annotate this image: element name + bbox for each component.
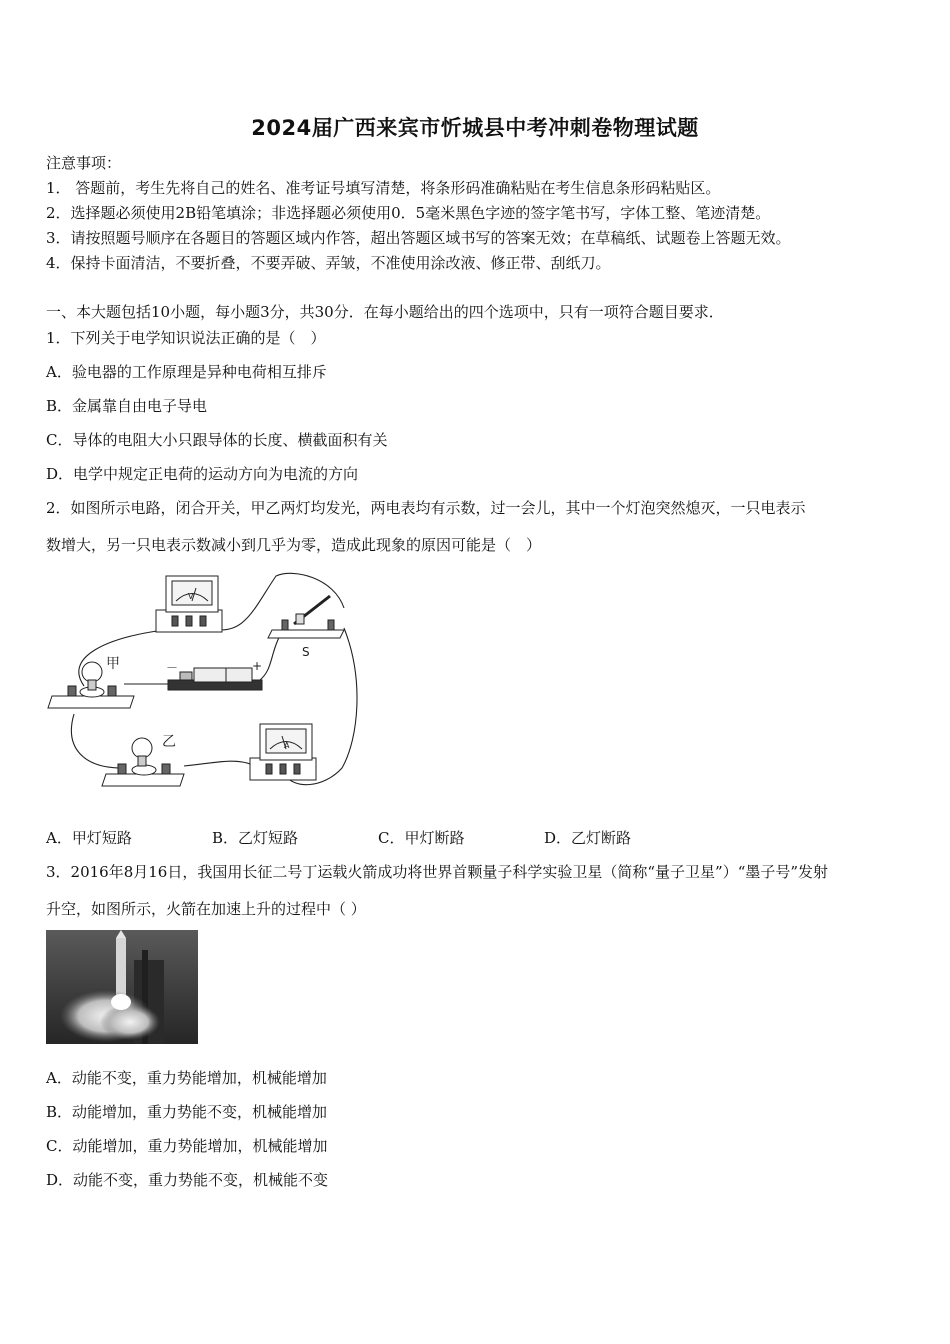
notice-heading: 注意事项： [46, 154, 122, 172]
question-2-stem-continued: 数增大，另一只电表示数减小到几乎为零，造成此现象的原因可能是（ ） [46, 536, 542, 554]
question-3-option-d: D．动能不变，重力势能不变，机械能不变 [46, 1171, 329, 1189]
question-3-stem-continued: 升空，如图所示，火箭在加速上升的过程中（ ） [46, 900, 366, 918]
notice-item: 1． 答题前，考生先将自己的姓名、准考证号填写清楚，将条形码准确粘贴在考生信息条形码粘贴区。 [46, 179, 721, 197]
question-2-option-b: B．乙灯短路 [212, 829, 299, 847]
question-2-option-c: C．甲灯断路 [378, 829, 465, 847]
question-3-stem: 3．2016年8月16日，我国用长征二号丁运载火箭成功将世界首颗量子科学实验卫星（简称“量子卫星”）“墨子号”发射 [46, 863, 829, 881]
ammeter [250, 724, 316, 780]
question-1-option-b: B．金属靠自由电子导电 [46, 397, 208, 415]
battery-minus-label: － [166, 661, 179, 675]
question-2-option-d: D．乙灯断路 [544, 829, 632, 847]
voltmeter-label: V [188, 592, 194, 601]
section-heading: 一、本大题包括10小题，每小题3分，共30分．在每小题给出的四个选项中，只有一项符合题目要求． [46, 303, 724, 321]
wire [184, 761, 250, 766]
lamp-jia [48, 662, 134, 708]
question-2-stem: 2．如图所示电路，闭合开关，甲乙两灯均发光，两电表均有示数，过一会儿，其中一个灯泡突然熄灭，一只电表示 [46, 499, 806, 517]
rocket-launch-photo [46, 930, 198, 1044]
battery [168, 668, 262, 690]
switch [268, 596, 344, 638]
question-2-options [46, 828, 710, 848]
battery-plus-label: + [252, 659, 263, 673]
question-3-option-a: A．动能不变，重力势能增加，机械能增加 [46, 1069, 327, 1087]
switch-label: S [302, 645, 310, 659]
circuit-diagram [44, 568, 364, 808]
notice-item: 3．请按照题号顺序在各题目的答题区域内作答，超出答题区域书写的答案无效；在草稿纸、试题卷上答题无效。 [46, 229, 791, 247]
question-1-option-d: D．电学中规定正电荷的运动方向为电流的方向 [46, 465, 359, 483]
question-1-option-a: A．验电器的工作原理是异种电荷相互排斥 [46, 363, 327, 381]
notice-item: 4．保持卡面清洁，不要折叠，不要弄破、弄皱，不准使用涂改液、修正带、刮纸刀。 [46, 254, 611, 272]
ammeter-label: A [284, 741, 290, 750]
lamp-jia-label: 甲 [106, 656, 120, 672]
question-3-option-c: C．动能增加，重力势能增加，机械能增加 [46, 1137, 328, 1155]
question-3-option-b: B．动能增加，重力势能不变，机械能增加 [46, 1103, 328, 1121]
wire [71, 714, 122, 768]
lamp-yi-label: 乙 [162, 734, 176, 750]
notice-item: 2．选择题必须使用2B铅笔填涂；非选择题必须使用0．5毫米黑色字迹的签字笔书写，字体工整、笔迹清楚。 [46, 204, 771, 222]
question-1-stem: 1．下列关于电学知识说法正确的是（ ） [46, 329, 326, 347]
question-2-option-a: A．甲灯短路 [46, 829, 132, 847]
question-1-option-c: C．导体的电阻大小只跟导体的长度、横截面积有关 [46, 431, 388, 449]
page-title: 2024届广西来宾市忻城县中考冲刺卷物理试题 [251, 116, 699, 140]
voltmeter [156, 576, 222, 632]
